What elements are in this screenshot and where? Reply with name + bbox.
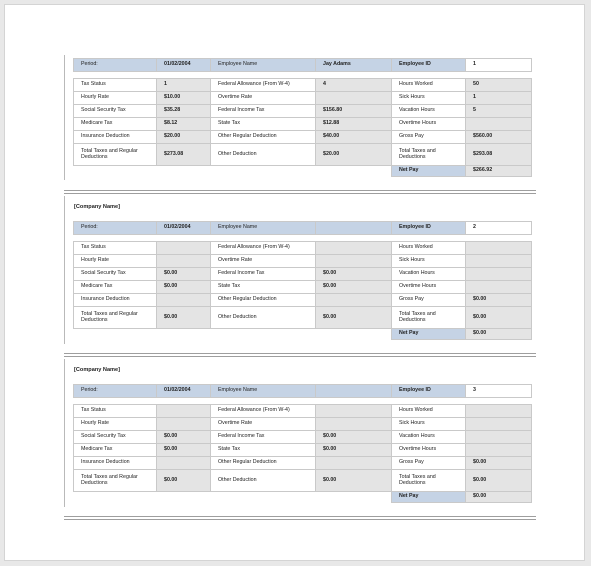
overtime-hours-value (466, 281, 532, 294)
hours-worked-value (466, 405, 532, 418)
table-row (74, 418, 532, 431)
pay-stub-2-table (73, 221, 532, 340)
state-tax-value: $12.88 (316, 118, 392, 131)
total-taxes-and-deductions-value: $0.00 (466, 307, 532, 329)
net-pay-row (74, 166, 532, 177)
tax-status-value: 1 (157, 79, 211, 92)
federal-income-tax-value: $156.80 (316, 105, 392, 118)
other-regular-deduction-value (316, 294, 392, 307)
gross-pay-label: Gross Pay (392, 457, 466, 470)
table-row (74, 144, 532, 166)
other-regular-deduction-value: $40.00 (316, 131, 392, 144)
period-value: 01/02/2004 (157, 59, 211, 72)
employee-id-value: 2 (466, 222, 532, 235)
employee-id-label: Employee ID (392, 59, 466, 72)
medicare-tax-label: Medicare Tax (74, 118, 157, 131)
table-row (74, 105, 532, 118)
table-row (74, 255, 532, 268)
other-deduction-label: Other Deduction (211, 307, 316, 329)
federal-income-tax-value: $0.00 (316, 431, 392, 444)
overtime-rate-value (316, 255, 392, 268)
other-regular-deduction-label: Other Regular Deduction (211, 457, 316, 470)
federal-income-tax-label: Federal Income Tax (211, 268, 316, 281)
social-security-tax-value: $35.28 (157, 105, 211, 118)
tax-status-value (157, 242, 211, 255)
total-taxes-and-deductions-label: Total Taxes and Deductions (392, 307, 466, 329)
table-row (74, 431, 532, 444)
federal-income-tax-label: Federal Income Tax (211, 105, 316, 118)
social-security-tax-label: Social Security Tax (74, 431, 157, 444)
medicare-tax-label: Medicare Tax (74, 444, 157, 457)
medicare-tax-value: $8.12 (157, 118, 211, 131)
employee-name-value: Jay Adams (316, 59, 392, 72)
tax-status-value (157, 405, 211, 418)
hourly-rate-value (157, 255, 211, 268)
vacation-hours-value: 5 (466, 105, 532, 118)
employee-name-label: Employee Name (211, 222, 316, 235)
gross-pay-value: $0.00 (466, 457, 532, 470)
sick-hours-value (466, 418, 532, 431)
overtime-hours-value (466, 118, 532, 131)
state-tax-value: $0.00 (316, 281, 392, 294)
tax-status-label: Tax Status (74, 242, 157, 255)
gross-pay-label: Gross Pay (392, 131, 466, 144)
insurance-deduction-value (157, 457, 211, 470)
table-row (74, 79, 532, 92)
hours-worked-label: Hours Worked (392, 242, 466, 255)
table-row (74, 281, 532, 294)
overtime-hours-value (466, 444, 532, 457)
other-deduction-label: Other Deduction (211, 144, 316, 166)
overtime-rate-value (316, 418, 392, 431)
vacation-hours-label: Vacation Hours (392, 105, 466, 118)
tax-status-label: Tax Status (74, 79, 157, 92)
total-taxes-and-deductions-value: $293.08 (466, 144, 532, 166)
social-security-tax-value: $0.00 (157, 268, 211, 281)
social-security-tax-value: $0.00 (157, 431, 211, 444)
hours-worked-label: Hours Worked (392, 79, 466, 92)
federal-allowance-value (316, 405, 392, 418)
stub-separator (64, 353, 536, 357)
overtime-rate-label: Overtime Rate (211, 92, 316, 105)
sick-hours-label: Sick Hours (392, 418, 466, 431)
employee-id-value: 3 (466, 385, 532, 398)
tax-status-label: Tax Status (74, 405, 157, 418)
period-label: Period: (74, 222, 157, 235)
medicare-tax-label: Medicare Tax (74, 281, 157, 294)
overtime-hours-label: Overtime Hours (392, 444, 466, 457)
overtime-hours-label: Overtime Hours (392, 118, 466, 131)
other-deduction-value: $0.00 (316, 307, 392, 329)
overtime-rate-label: Overtime Rate (211, 255, 316, 268)
company-name: [Company Name] (74, 367, 121, 373)
insurance-deduction-label: Insurance Deduction (74, 294, 157, 307)
period-value: 01/02/2004 (157, 385, 211, 398)
period-label: Period: (74, 385, 157, 398)
vacation-hours-value (466, 431, 532, 444)
state-tax-label: State Tax (211, 444, 316, 457)
other-regular-deduction-label: Other Regular Deduction (211, 131, 316, 144)
stub-header-row (74, 385, 532, 398)
other-deduction-value: $20.00 (316, 144, 392, 166)
period-value: 01/02/2004 (157, 222, 211, 235)
employee-name-value (316, 222, 392, 235)
federal-allowance-value: 4 (316, 79, 392, 92)
vacation-hours-label: Vacation Hours (392, 268, 466, 281)
net-pay-value: $266.92 (466, 166, 532, 177)
net-pay-value: $0.00 (466, 492, 532, 503)
insurance-deduction-label: Insurance Deduction (74, 131, 157, 144)
overtime-rate-value (316, 92, 392, 105)
total-taxes-deductions-label: Total Taxes and Regular Deductions (74, 307, 157, 329)
table-row (74, 307, 532, 329)
insurance-deduction-value: $20.00 (157, 131, 211, 144)
federal-income-tax-label: Federal Income Tax (211, 431, 316, 444)
federal-allowance-value (316, 242, 392, 255)
sick-hours-label: Sick Hours (392, 92, 466, 105)
table-row (74, 118, 532, 131)
employee-name-value (316, 385, 392, 398)
table-row (74, 405, 532, 418)
insurance-deduction-label: Insurance Deduction (74, 457, 157, 470)
table-row (74, 242, 532, 255)
net-pay-label: Net Pay (392, 329, 466, 340)
employee-name-label: Employee Name (211, 385, 316, 398)
federal-income-tax-value: $0.00 (316, 268, 392, 281)
employee-id-label: Employee ID (392, 222, 466, 235)
state-tax-value: $0.00 (316, 444, 392, 457)
stub-header-row (74, 222, 532, 235)
table-row (74, 444, 532, 457)
net-pay-label: Net Pay (392, 492, 466, 503)
stub-separator (64, 190, 536, 194)
federal-allowance-label: Federal Allowance (From W-4) (211, 405, 316, 418)
insurance-deduction-value (157, 294, 211, 307)
sick-hours-value: 1 (466, 92, 532, 105)
payroll-document-page (4, 4, 585, 561)
sick-hours-value (466, 255, 532, 268)
total-taxes-deductions-label: Total Taxes and Regular Deductions (74, 470, 157, 492)
total-taxes-and-deductions-label: Total Taxes and Deductions (392, 144, 466, 166)
employee-id-value: 1 (466, 59, 532, 72)
total-taxes-deductions-value: $0.00 (157, 307, 211, 329)
table-row (74, 457, 532, 470)
stub-header-row (74, 59, 532, 72)
period-label: Period: (74, 59, 157, 72)
employee-id-label: Employee ID (392, 385, 466, 398)
state-tax-label: State Tax (211, 281, 316, 294)
hourly-rate-value: $10.00 (157, 92, 211, 105)
social-security-tax-label: Social Security Tax (74, 105, 157, 118)
other-regular-deduction-label: Other Regular Deduction (211, 294, 316, 307)
net-pay-value: $0.00 (466, 329, 532, 340)
hourly-rate-label: Hourly Rate (74, 255, 157, 268)
total-taxes-deductions-label: Total Taxes and Regular Deductions (74, 144, 157, 166)
net-pay-row (74, 329, 532, 340)
hours-worked-value (466, 242, 532, 255)
pay-stub-3-table (73, 384, 532, 503)
hours-worked-label: Hours Worked (392, 405, 466, 418)
pay-stub-1-table (73, 58, 532, 177)
gross-pay-value: $0.00 (466, 294, 532, 307)
net-pay-row (74, 492, 532, 503)
hourly-rate-label: Hourly Rate (74, 92, 157, 105)
stub-separator (64, 516, 536, 520)
sick-hours-label: Sick Hours (392, 255, 466, 268)
employee-name-label: Employee Name (211, 59, 316, 72)
hours-worked-value: 50 (466, 79, 532, 92)
table-row (74, 470, 532, 492)
other-deduction-label: Other Deduction (211, 470, 316, 492)
table-row (74, 294, 532, 307)
total-taxes-deductions-value: $0.00 (157, 470, 211, 492)
total-taxes-and-deductions-label: Total Taxes and Deductions (392, 470, 466, 492)
vacation-hours-value (466, 268, 532, 281)
overtime-hours-label: Overtime Hours (392, 281, 466, 294)
table-row (74, 92, 532, 105)
table-row (74, 131, 532, 144)
social-security-tax-label: Social Security Tax (74, 268, 157, 281)
other-regular-deduction-value (316, 457, 392, 470)
hourly-rate-value (157, 418, 211, 431)
overtime-rate-label: Overtime Rate (211, 418, 316, 431)
total-taxes-and-deductions-value: $0.00 (466, 470, 532, 492)
table-row (74, 268, 532, 281)
other-deduction-value: $0.00 (316, 470, 392, 492)
medicare-tax-value: $0.00 (157, 281, 211, 294)
company-name: [Company Name] (74, 204, 121, 210)
medicare-tax-value: $0.00 (157, 444, 211, 457)
federal-allowance-label: Federal Allowance (From W-4) (211, 79, 316, 92)
state-tax-label: State Tax (211, 118, 316, 131)
net-pay-label: Net Pay (392, 166, 466, 177)
hourly-rate-label: Hourly Rate (74, 418, 157, 431)
federal-allowance-label: Federal Allowance (From W-4) (211, 242, 316, 255)
vacation-hours-label: Vacation Hours (392, 431, 466, 444)
total-taxes-deductions-value: $273.08 (157, 144, 211, 166)
gross-pay-label: Gross Pay (392, 294, 466, 307)
gross-pay-value: $560.00 (466, 131, 532, 144)
